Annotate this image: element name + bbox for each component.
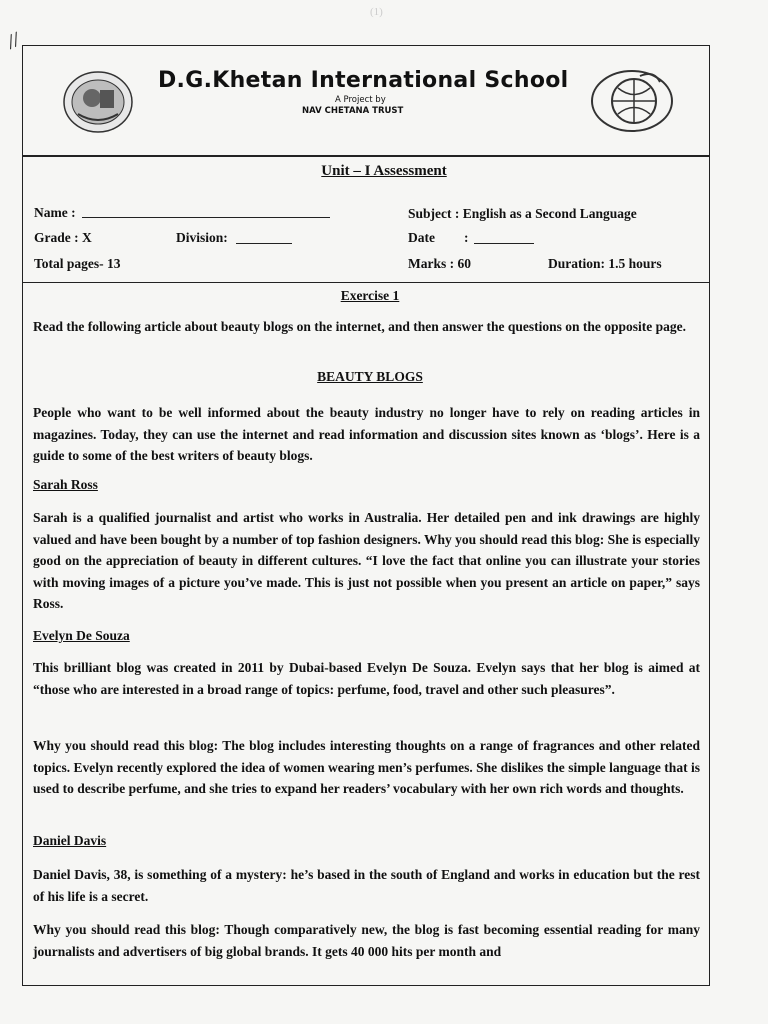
section-paragraph: Sarah is a qualified journalist and artist who works in Australia. Her detailed pen and ink drawings are highly valued and have been bought by a number of top fashion designers. Why you should read this blog: She is especially good on the appreciation of beauty in different cultures. “I love the fact that online you can illustrate your stories with moving images of a picture you’ve made. This is just not possible when you present an article on paper,” says Ross. <box>33 510 700 611</box>
instruction-text: Read the following article about beauty blogs on the internet, and then answer the questions on the opposite page. <box>33 319 687 334</box>
division-label: Division: <box>176 230 228 245</box>
date-label: Date <box>408 230 435 245</box>
trust-name: NAV CHETANA TRUST <box>302 106 404 116</box>
section-heading: Evelyn De Souza <box>33 628 130 643</box>
date-field[interactable] <box>474 243 534 244</box>
subject-label: Subject : English as a Second Language <box>408 206 637 221</box>
intro-paragraph: People who want to be well informed about the beauty industry no longer have to rely on reading articles in magazines. Today, they can use the internet and read information and discussion sites known as ‘blogs’. Here is a guide to some of the best writers of beauty blogs. <box>33 405 700 463</box>
school-emblem-icon <box>62 70 134 134</box>
section-heading: Sarah Ross <box>33 477 98 492</box>
globe-logo-icon <box>588 68 676 134</box>
school-name: D.G.Khetan International School <box>158 68 569 93</box>
divider <box>22 155 710 156</box>
division-field[interactable] <box>236 243 292 244</box>
name-field[interactable] <box>82 217 330 218</box>
marks: Marks : 60 <box>408 256 471 271</box>
duration: Duration: 1.5 hours <box>548 256 662 271</box>
total-pages: Total pages- 13 <box>34 256 121 271</box>
pen-mark: // <box>3 28 24 54</box>
exercise-title: Exercise 1 <box>340 288 400 303</box>
name-label: Name : <box>34 205 76 220</box>
section-paragraph: This brilliant blog was created in 2011 by Dubai-based Evelyn De Souza. Evelyn says that her blog is aimed at “those who are interested in a broad range of topics: perfume, food, travel and other such pleasures”. <box>33 660 700 697</box>
grade-label: Grade : X <box>34 230 92 245</box>
assessment-title: Unit – I Assessment <box>321 163 447 179</box>
date-colon: : <box>464 230 469 245</box>
divider <box>22 282 710 283</box>
project-by-label: A Project by <box>335 95 386 105</box>
article-title: BEAUTY BLOGS <box>317 369 423 384</box>
section-paragraph: Daniel Davis, 38, is something of a mystery: he’s based in the south of England and works in education but the rest of his life is a secret. <box>33 867 700 904</box>
section-paragraph: Why you should read this blog: The blog includes interesting thoughts on a range of fragrances and other related topics. Evelyn recently explored the idea of women wearing men’s perfumes. She dislikes the simple language that is used to describe perfume, and she tries to expand her readers’ vocabulary with her own rich words and thoughts. <box>33 738 700 796</box>
section-paragraph: Why you should read this blog: Though comparatively new, the blog is fast becoming essential reading for many journalists and advertisers of big global brands. It gets 40 000 hits per month and <box>33 922 700 959</box>
section-heading: Daniel Davis <box>33 833 107 848</box>
bleed-page-number: (1) <box>370 6 383 18</box>
